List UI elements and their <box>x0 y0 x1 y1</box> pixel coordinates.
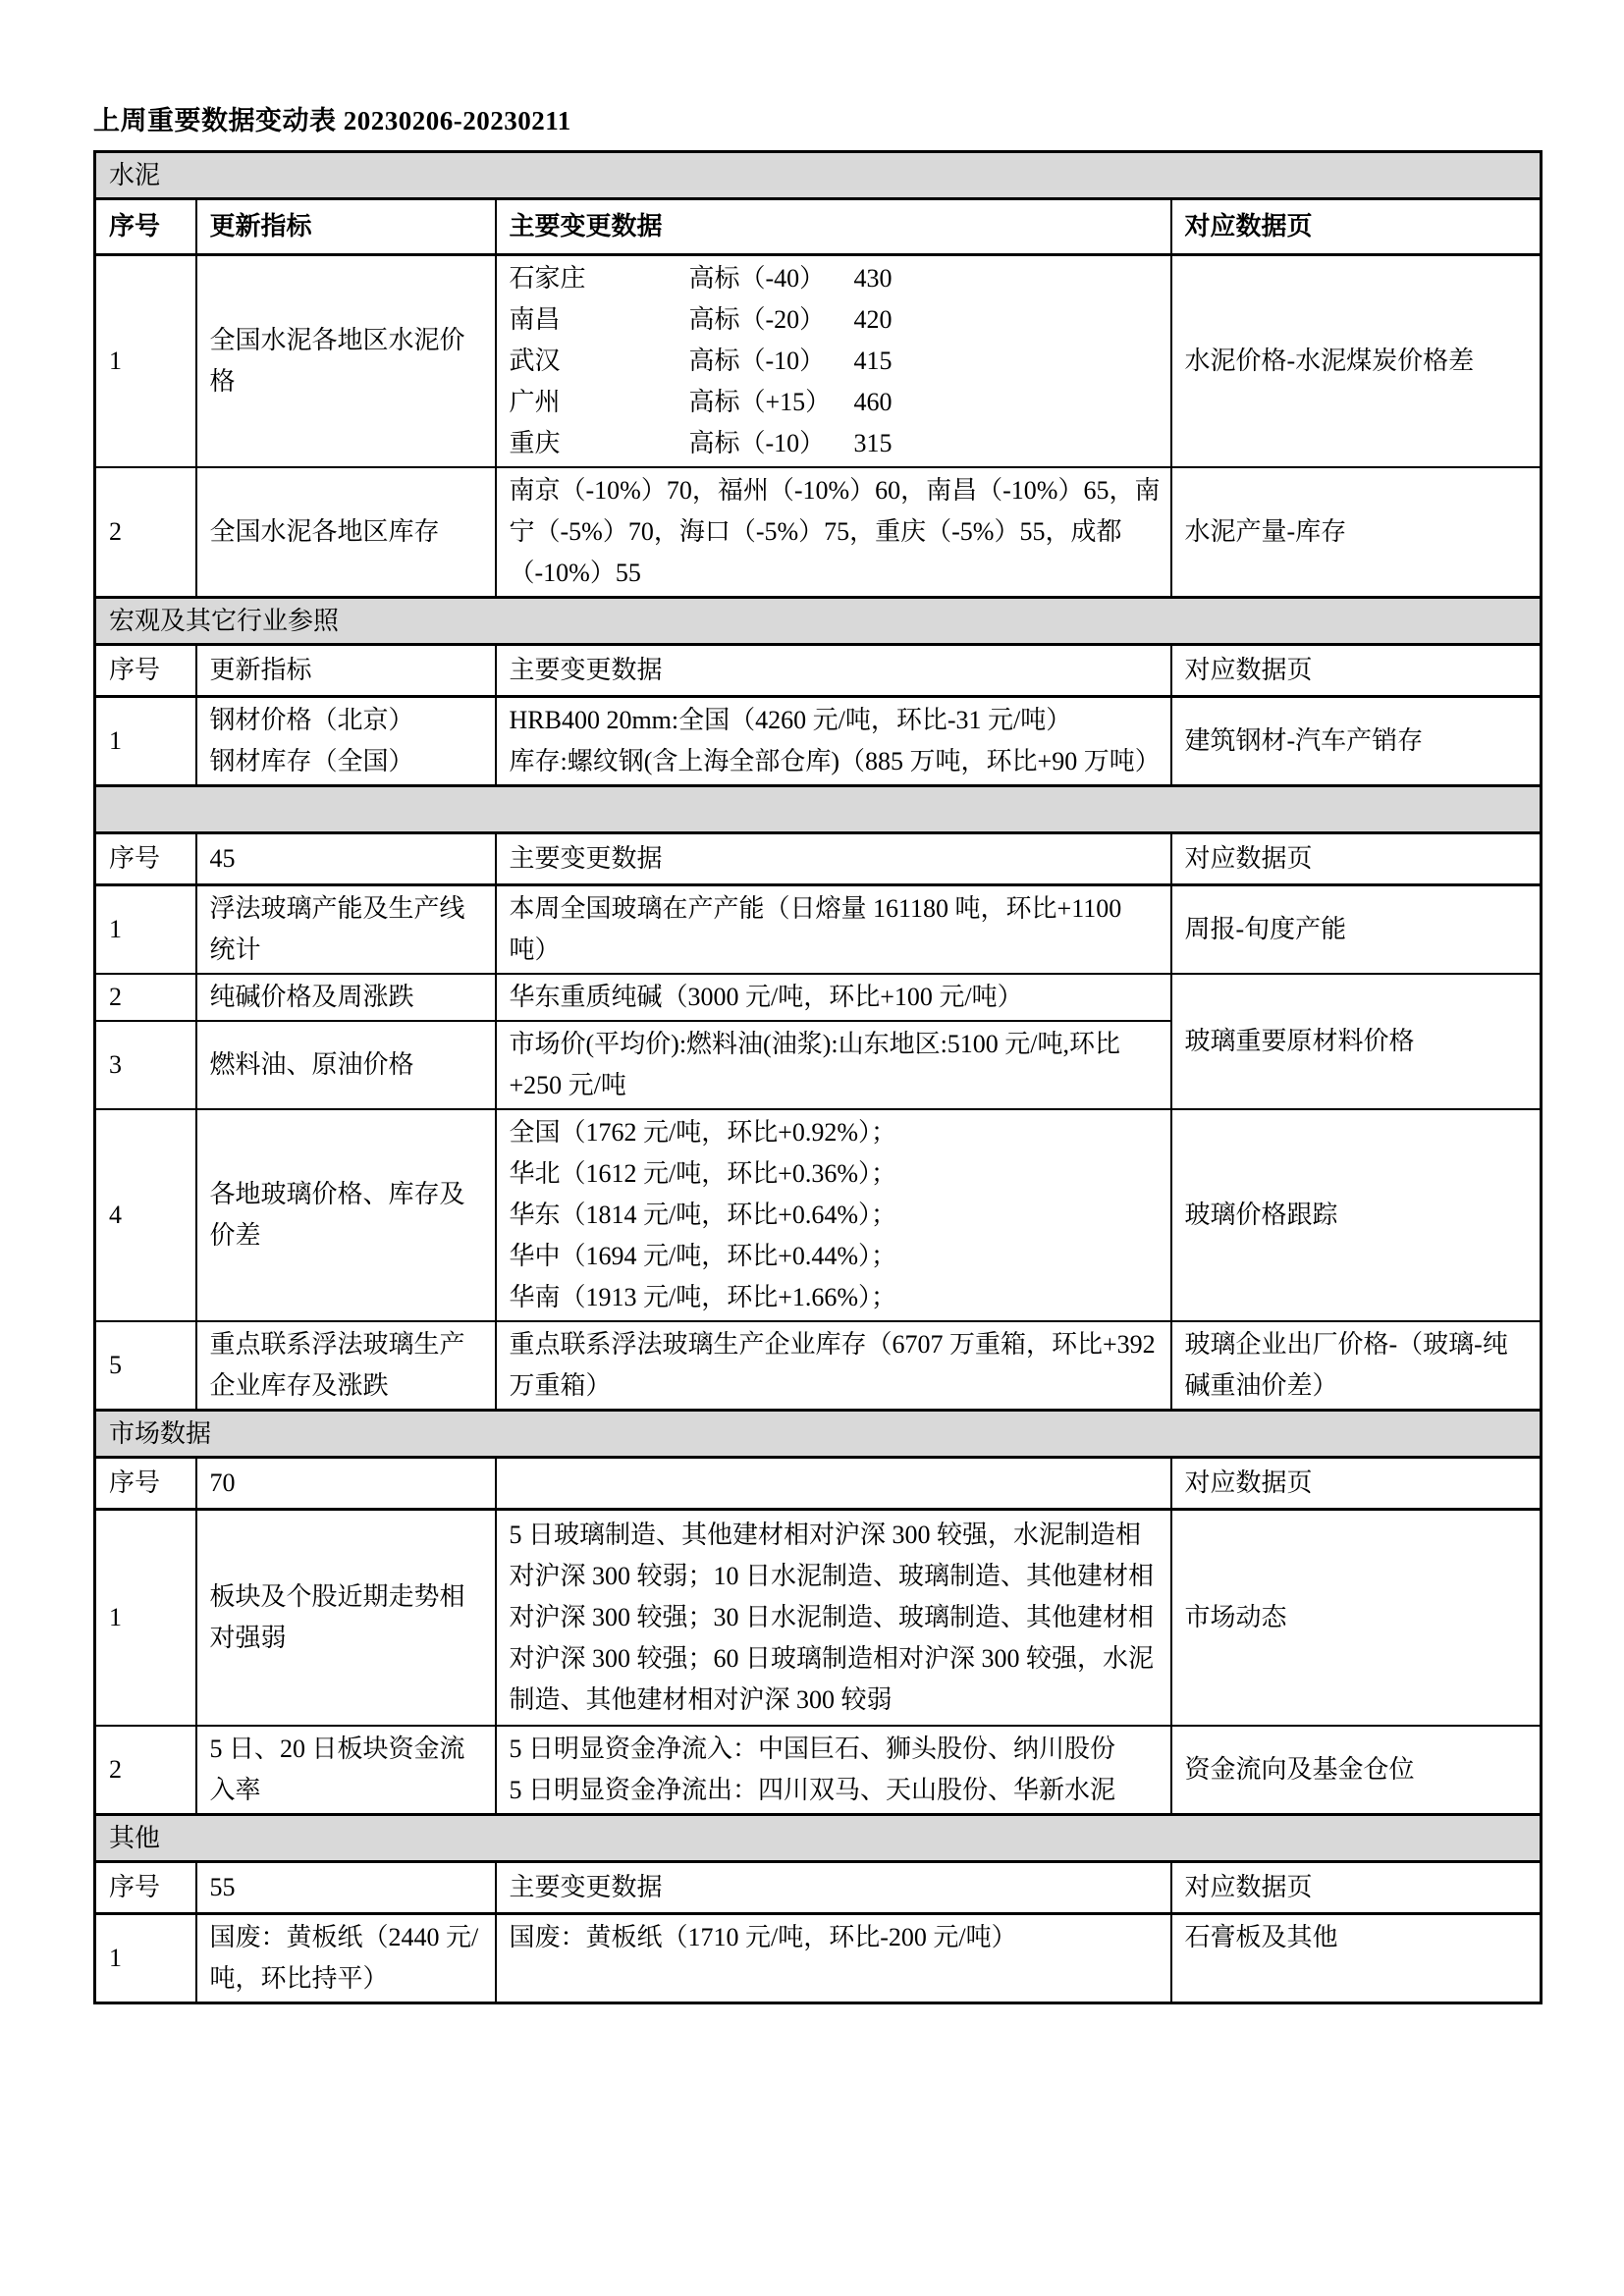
column-header-page: 对应数据页 <box>1171 833 1542 885</box>
cell-page: 玻璃企业出厂价格-（玻璃-纯碱重油价差） <box>1171 1321 1542 1411</box>
header-row-other <box>95 1861 1542 1913</box>
cell-page: 周报-旬度产能 <box>1171 885 1542 975</box>
section-band-label: 宏观及其它行业参照 <box>95 598 1542 645</box>
cell-data: 国废：黄板纸（1710 元/吨，环比-200 元/吨） <box>496 1913 1171 2002</box>
grade-change: 高标（+15） <box>688 388 832 416</box>
data-line: 华东（1814 元/吨，环比+0.64%）； <box>509 1201 897 1229</box>
column-header-data <box>496 1458 1171 1510</box>
table-row <box>95 697 1542 786</box>
data-line: 5 日明显资金净流出：四川双马、天山股份、华新水泥 <box>509 1775 1116 1804</box>
cell-no: 1 <box>95 885 196 975</box>
cell-data <box>496 1109 1171 1321</box>
section-band-label: 市场数据 <box>95 1411 1542 1458</box>
header-row-glass <box>95 833 1542 885</box>
cell-no: 4 <box>95 1109 196 1321</box>
column-header-page: 对应数据页 <box>1171 1458 1542 1510</box>
price-value: 430 <box>853 264 893 293</box>
column-header-data: 主要变更数据 <box>496 645 1171 697</box>
section-band-label <box>95 786 1542 833</box>
section-band-other <box>95 1814 1542 1861</box>
column-header-indicator: 55 <box>196 1861 496 1913</box>
cell-no: 3 <box>95 1021 196 1109</box>
column-header-page: 对应数据页 <box>1171 199 1542 255</box>
city-label: 石家庄 <box>509 264 586 293</box>
price-value: 415 <box>853 347 893 375</box>
section-band-label: 其他 <box>95 1814 1542 1861</box>
column-header-page: 对应数据页 <box>1171 645 1542 697</box>
cell-page-merged: 玻璃重要原材料价格 <box>1171 974 1542 1109</box>
city-label: 南昌 <box>509 305 561 334</box>
cell-data: 5 日玻璃制造、其他建材相对沪深 300 较强，水泥制造相对沪深 300 较弱；10 日水泥制造、玻璃制造、其他建材相对沪深 300 较强；30 日水泥制造、玻璃制造、其他建材相对沪深 300 较强；60 日玻璃制造相对沪深 300 较强，水泥制造、其他建材相对沪深 300 较弱 <box>496 1510 1171 1726</box>
data-line: 华南（1913 元/吨，环比+1.66%）； <box>509 1283 897 1311</box>
cell-data: 重点联系浮法玻璃生产企业库存（6707 万重箱，环比+392 万重箱） <box>496 1321 1171 1411</box>
cell-data: 华东重质纯碱（3000 元/吨，环比+100 元/吨） <box>496 974 1171 1021</box>
cell-no: 1 <box>95 697 196 786</box>
data-line: 库存:螺纹钢(含上海全部仓库)（885 万吨，环比+90 万吨） <box>509 747 1161 775</box>
column-header-data: 主要变更数据 <box>496 1861 1171 1913</box>
column-header-page: 对应数据页 <box>1171 1861 1542 1913</box>
section-band-label: 水泥 <box>95 152 1542 199</box>
cell-indicator: 5 日、20 日板块资金流入率 <box>196 1726 496 1815</box>
table-row <box>95 1321 1542 1411</box>
table-row <box>95 1913 1542 2002</box>
cell-indicator: 重点联系浮法玻璃生产企业库存及涨跌 <box>196 1321 496 1411</box>
cell-page: 市场动态 <box>1171 1510 1542 1726</box>
cell-no: 1 <box>95 1510 196 1726</box>
section-band-macro <box>95 598 1542 645</box>
cell-page: 资金流向及基金仓位 <box>1171 1726 1542 1815</box>
header-row-cement <box>95 199 1542 255</box>
city-label: 广州 <box>509 388 561 416</box>
cell-page: 石膏板及其他 <box>1171 1913 1542 2002</box>
column-header-no: 序号 <box>95 199 196 255</box>
cell-indicator: 板块及个股近期走势相对强弱 <box>196 1510 496 1726</box>
city-label: 武汉 <box>509 347 561 375</box>
cell-data: 市场价(平均价):燃料油(油浆):山东地区:5100 元/吨,环比+250 元/吨 <box>496 1021 1171 1109</box>
header-row-market <box>95 1458 1542 1510</box>
price-value: 420 <box>853 305 893 334</box>
table-row <box>95 1510 1542 1726</box>
data-line: 华中（1694 元/吨，环比+0.44%）； <box>509 1242 897 1270</box>
cell-indicator: 国废：黄板纸（2440 元/吨，环比持平） <box>196 1913 496 2002</box>
cell-no: 2 <box>95 467 196 598</box>
column-header-data: 主要变更数据 <box>496 833 1171 885</box>
cell-indicator: 纯碱价格及周涨跌 <box>196 974 496 1021</box>
grade-change: 高标（-20） <box>688 305 826 334</box>
section-band-market <box>95 1411 1542 1458</box>
cell-indicator <box>196 697 496 786</box>
data-line: 华北（1612 元/吨，环比+0.36%）； <box>509 1159 897 1188</box>
header-row-macro <box>95 645 1542 697</box>
table-row <box>95 885 1542 975</box>
city-label: 重庆 <box>509 429 561 457</box>
column-header-data: 主要变更数据 <box>496 199 1171 255</box>
column-header-indicator: 70 <box>196 1458 496 1510</box>
table-row <box>95 467 1542 598</box>
table-row <box>95 974 1542 1021</box>
column-header-indicator: 更新指标 <box>196 645 496 697</box>
report-title: 上周重要数据变动表 20230206-20230211 <box>93 106 571 135</box>
price-value: 315 <box>853 429 893 457</box>
cell-data <box>496 1726 1171 1815</box>
cell-data: 本周全国玻璃在产产能（日熔量 161180 吨，环比+1100 吨） <box>496 885 1171 975</box>
cell-no: 1 <box>95 255 196 468</box>
cell-indicator: 燃料油、原油价格 <box>196 1021 496 1109</box>
data-line: 全国（1762 元/吨，环比+0.92%）； <box>509 1118 897 1147</box>
cell-page: 玻璃价格跟踪 <box>1171 1109 1542 1321</box>
cell-indicator: 全国水泥各地区库存 <box>196 467 496 598</box>
cell-no: 1 <box>95 1913 196 2002</box>
cell-no: 2 <box>95 974 196 1021</box>
cell-indicator: 浮法玻璃产能及生产线统计 <box>196 885 496 975</box>
cell-page: 水泥产量-库存 <box>1171 467 1542 598</box>
cell-data: 南京（-10%）70，福州（-10%）60，南昌（-10%）65，南宁（-5%）70，海口（-5%）75，重庆（-5%）55，成都（-10%）55 <box>496 467 1171 598</box>
data-change-table <box>93 150 1543 2004</box>
section-band-empty <box>95 786 1542 833</box>
data-line: HRB400 20mm:全国（4260 元/吨，环比-31 元/吨） <box>509 706 1072 734</box>
indicator-line: 钢材价格（北京） <box>209 706 414 734</box>
column-header-no: 序号 <box>95 1458 196 1510</box>
column-header-indicator: 45 <box>196 833 496 885</box>
column-header-no: 序号 <box>95 833 196 885</box>
cell-no: 2 <box>95 1726 196 1815</box>
cell-no: 5 <box>95 1321 196 1411</box>
cell-data <box>496 697 1171 786</box>
column-header-no: 序号 <box>95 1861 196 1913</box>
cell-page: 水泥价格-水泥煤炭价格差 <box>1171 255 1542 468</box>
cell-indicator: 各地玻璃价格、库存及价差 <box>196 1109 496 1321</box>
cell-page: 建筑钢材-汽车产销存 <box>1171 697 1542 786</box>
table-row <box>95 1726 1542 1815</box>
section-band-cement <box>95 152 1542 199</box>
column-header-indicator: 更新指标 <box>196 199 496 255</box>
grade-change: 高标（-10） <box>688 347 826 375</box>
column-header-no: 序号 <box>95 645 196 697</box>
grade-change: 高标（-10） <box>688 429 826 457</box>
cell-indicator: 全国水泥各地区水泥价格 <box>196 255 496 468</box>
grade-change: 高标（-40） <box>688 264 826 293</box>
indicator-line: 钢材库存（全国） <box>209 747 414 775</box>
price-value: 460 <box>853 388 893 416</box>
cell-data <box>496 255 1171 468</box>
data-line: 5 日明显资金净流入：中国巨石、狮头股份、纳川股份 <box>509 1734 1116 1763</box>
table-row <box>95 1109 1542 1321</box>
table-row <box>95 255 1542 468</box>
